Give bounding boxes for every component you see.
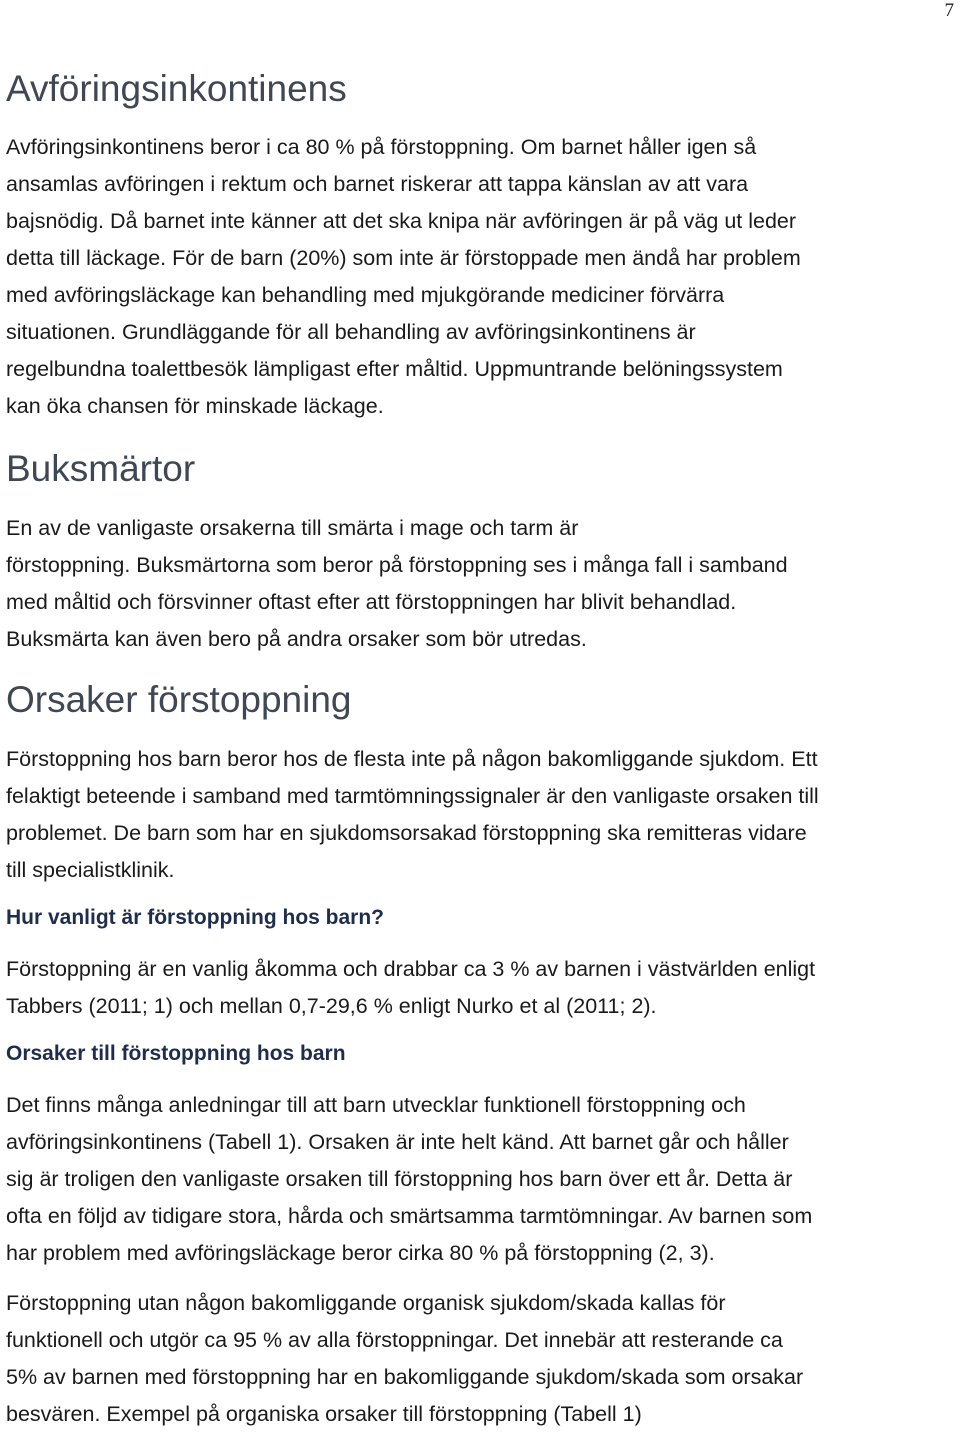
text-line: kan öka chansen för minskade läckage. xyxy=(6,394,384,418)
text-line: Förstoppning hos barn beror hos de flesta inte på någon bakomliggande sjukdom. Ett xyxy=(6,747,818,771)
text-line: sig är troligen den vanligaste orsaken till förstoppning hos barn över ett år. Detta är xyxy=(6,1167,793,1191)
text-line: problemet. De barn som har en sjukdomsorsakad förstoppning ska remitteras vidare xyxy=(6,821,807,845)
text-line: Det finns många anledningar till att barn utvecklar funktionell förstoppning och xyxy=(6,1093,746,1117)
text-line: En av de vanligaste orsakerna till smärta i mage och tarm är xyxy=(6,516,579,540)
text-line: regelbundna toalettbesök lämpligast efter måltid. Uppmuntrande belöningssystem xyxy=(6,357,783,381)
paragraph-avforingsinkontinens xyxy=(6,129,801,425)
text-line: ansamlas avföringen i rektum och barnet riskerar att tappa känslan av att vara xyxy=(6,172,749,196)
text-line: med avföringsläckage kan behandling med mjukgörande mediciner förvärra xyxy=(6,283,725,307)
text-line: detta till läckage. För de barn (20%) som inte är förstoppade men ändå har problem xyxy=(6,246,801,270)
text-line: till specialistklinik. xyxy=(6,858,175,882)
text-line: Förstoppning är en vanlig åkomma och drabbar ca 3 % av barnen i västvärlden enligt xyxy=(6,957,816,981)
text-line: 5% av barnen med förstoppning har en bakomliggande sjukdom/skada som orsakar xyxy=(6,1365,804,1389)
page-number: 7 xyxy=(944,0,954,21)
paragraph-hur-vanligt xyxy=(6,951,815,1025)
heading-orsaker-till-forstoppning: Orsaker till förstoppning hos barn xyxy=(6,1042,346,1065)
text-line: har problem med avföringsläckage beror cirka 80 % på förstoppning (2, 3). xyxy=(6,1241,715,1265)
paragraph-orsaker-barn-2 xyxy=(6,1285,803,1433)
text-line: bajsnödig. Då barnet inte känner att det ska knipa när avföringen är på väg ut leder xyxy=(6,209,797,233)
paragraph-orsaker-barn-1 xyxy=(6,1087,812,1272)
paragraph-buksmartor xyxy=(6,510,788,658)
heading-buksmartor: Buksmärtor xyxy=(6,448,196,489)
text-line: med måltid och försvinner oftast efter att förstoppningen har blivit behandlad. xyxy=(6,590,737,614)
text-line: Förstoppning utan någon bakomliggande organisk sjukdom/skada kallas för xyxy=(6,1291,726,1315)
text-line: situationen. Grundläggande för all behandling av avföringsinkontinens är xyxy=(6,320,696,344)
heading-orsaker-forstoppning: Orsaker förstoppning xyxy=(6,679,352,720)
heading-hur-vanligt: Hur vanligt är förstoppning hos barn? xyxy=(6,906,384,929)
text-line: avföringsinkontinens (Tabell 1). Orsaken är inte helt känd. Att barnet går och håller xyxy=(6,1130,789,1154)
text-line: förstoppning. Buksmärtorna som beror på förstoppning ses i många fall i samband xyxy=(6,553,788,577)
heading-avforingsinkontinens: Avföringsinkontinens xyxy=(6,68,347,109)
text-line: Avföringsinkontinens beror i ca 80 % på förstoppning. Om barnet håller igen så xyxy=(6,135,757,159)
text-line: Buksmärta kan även bero på andra orsaker som bör utredas. xyxy=(6,627,587,651)
text-line: felaktigt beteende i samband med tarmtömningssignaler är den vanligaste orsaken till xyxy=(6,784,819,808)
paragraph-orsaker-forstoppning xyxy=(6,741,819,889)
text-line: besvären. Exempel på organiska orsaker till förstoppning (Tabell 1) xyxy=(6,1402,642,1426)
text-line: ofta en följd av tidigare stora, hårda och smärtsamma tarmtömningar. Av barnen som xyxy=(6,1204,813,1228)
text-line: funktionell och utgör ca 95 % av alla förstoppningar. Det innebär att resterande ca xyxy=(6,1328,783,1352)
text-line: Tabbers (2011; 1) och mellan 0,7-29,6 % enligt Nurko et al (2011; 2). xyxy=(6,994,657,1018)
